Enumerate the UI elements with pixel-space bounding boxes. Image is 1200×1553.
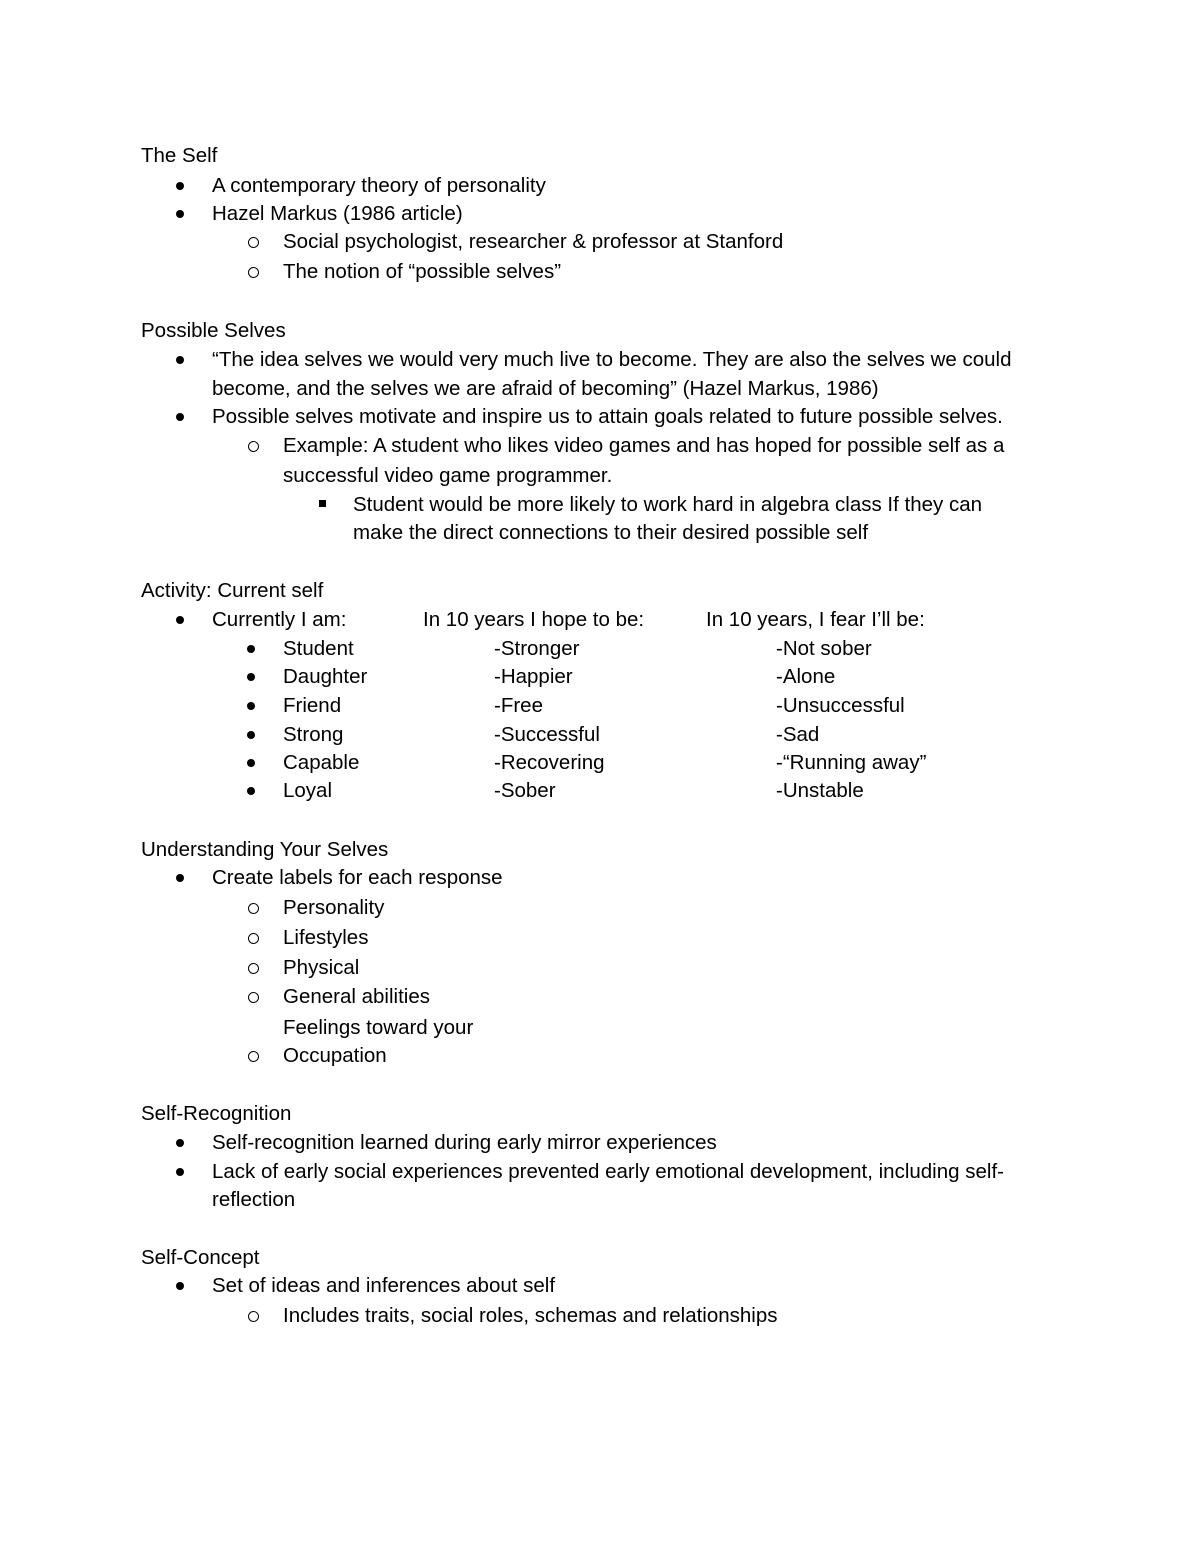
bullet-dot — [247, 645, 255, 653]
list-item: The notion of “possible selves” — [283, 260, 562, 283]
list-item-continuation: become, and the selves we are afraid of becoming” (Hazel Markus, 1986) — [212, 377, 879, 400]
hope-item: -Free — [494, 694, 543, 717]
list-item: A contemporary theory of personality — [212, 174, 546, 197]
bullet-dot — [176, 874, 184, 882]
list-item: Hazel Markus (1986 article) — [212, 202, 463, 225]
list-item: Physical — [283, 956, 360, 979]
hope-item: -Successful — [494, 723, 600, 746]
fear-item: -Sad — [776, 723, 820, 746]
column-header-hope: In 10 years I hope to be: — [423, 608, 645, 631]
current-item: Friend — [283, 694, 342, 717]
bullet-dot — [176, 210, 184, 218]
current-item: Student — [283, 637, 354, 660]
list-item: Personality — [283, 896, 385, 919]
heading-activity: Activity: Current self — [141, 579, 324, 602]
bullet-dot — [176, 356, 184, 364]
list-item: Lifestyles — [283, 926, 369, 949]
hope-item: -Happier — [494, 665, 573, 688]
bullet-circle — [248, 963, 259, 974]
current-item: Loyal — [283, 779, 333, 802]
list-item: Example: A student who likes video games and has hoped for possible self as a — [283, 434, 1005, 457]
bullet-circle — [248, 1311, 259, 1322]
bullet-circle — [248, 1051, 259, 1062]
heading-possible-selves: Possible Selves — [141, 319, 286, 342]
fear-item: -Not sober — [776, 637, 872, 660]
bullet-circle — [248, 237, 259, 248]
fear-item: -Unsuccessful — [776, 694, 905, 717]
bullet-dot — [247, 731, 255, 739]
heading-self-concept: Self-Concept — [141, 1246, 260, 1269]
list-item: Lack of early social experiences prevented early emotional development, including self- — [212, 1160, 1004, 1183]
bullet-dot — [247, 702, 255, 710]
list-item-continuation: reflection — [212, 1188, 296, 1211]
list-item: Possible selves motivate and inspire us to attain goals related to future possible selves. — [212, 405, 1003, 428]
bullet-dot — [176, 1139, 184, 1147]
heading-self-recognition: Self-Recognition — [141, 1102, 292, 1125]
bullet-circle — [248, 903, 259, 914]
bullet-circle — [248, 933, 259, 944]
fear-item: -Alone — [776, 665, 836, 688]
bullet-circle — [248, 441, 259, 452]
hope-item: -Recovering — [494, 751, 605, 774]
list-item-continuation: make the direct connections to their desired possible self — [353, 521, 869, 544]
list-item: “The idea selves we would very much live to become. They are also the selves we could — [212, 348, 1012, 371]
bullet-dot — [176, 413, 184, 421]
bullet-dot — [176, 1282, 184, 1290]
list-item: Occupation — [283, 1044, 387, 1067]
bullet-dot — [247, 759, 255, 767]
current-item: Daughter — [283, 665, 368, 688]
column-header-current: Currently I am: — [212, 608, 347, 631]
list-item: Self-recognition learned during early mirror experiences — [212, 1131, 717, 1154]
bullet-circle — [248, 267, 259, 278]
list-item: Includes traits, social roles, schemas and relationships — [283, 1304, 778, 1327]
list-item: Social psychologist, researcher & professor at Stanford — [283, 230, 784, 253]
bullet-dot — [247, 673, 255, 681]
bullet-circle — [248, 992, 259, 1003]
fear-item: -“Running away” — [776, 751, 927, 774]
bullet-square — [319, 500, 326, 507]
hope-item: -Sober — [494, 779, 556, 802]
list-item-continuation: successful video game programmer. — [283, 464, 613, 487]
hope-item: -Stronger — [494, 637, 580, 660]
bullet-dot — [247, 787, 255, 795]
fear-item: -Unstable — [776, 779, 864, 802]
list-item: General abilities — [283, 985, 430, 1008]
current-item: Capable — [283, 751, 360, 774]
list-item: Create labels for each response — [212, 866, 503, 889]
column-header-fear: In 10 years, I fear I’ll be: — [706, 608, 925, 631]
list-item-continuation: Feelings toward your — [283, 1016, 474, 1039]
bullet-dot — [176, 182, 184, 190]
bullet-dot — [176, 616, 184, 624]
heading-understanding: Understanding Your Selves — [141, 838, 389, 861]
bullet-dot — [176, 1168, 184, 1176]
list-item: Student would be more likely to work hard in algebra class If they can — [353, 493, 982, 516]
list-item: Set of ideas and inferences about self — [212, 1274, 556, 1297]
heading-the-self: The Self — [141, 144, 218, 167]
current-item: Strong — [283, 723, 344, 746]
